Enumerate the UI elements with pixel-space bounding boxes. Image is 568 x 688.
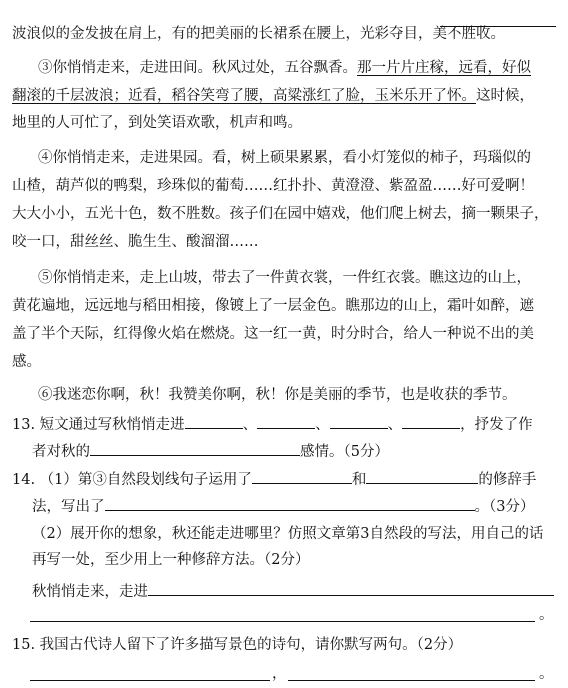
p4-line-1 [38,146,556,170]
q14-prompt: 。（3分） [474,499,535,515]
q13-prompt: ，抒发了作 [460,417,533,433]
q13-line-2 [32,440,556,464]
q14-line-2 [32,495,556,519]
q13-sep: 、 [387,417,403,433]
p3-text: ③你悄悄走来，走进田间。秋风过处，五谷飘香。 [38,60,357,76]
p3-line-2 [12,84,556,108]
q14-blank-2[interactable] [366,468,478,484]
p5-text: ⑤你悄悄走来，走上山坡，带去了一件黄衣裳，一件红衣裳。瞧这边的山上， [38,270,531,286]
q13-blank-4[interactable] [402,413,460,429]
q13-sep: 、 [315,417,330,433]
q15-prompt: 15. 我国古代诗人留下了许多描写景色的诗句，请你默写两句。（2分） [12,637,463,653]
p4-line-2 [12,174,556,198]
q14-answer-blank-2[interactable] [30,621,535,622]
p3-underlined-sentence: 那一片片庄稼，远看，好似 [357,60,531,76]
q14-blank-1[interactable] [252,468,352,484]
p5-line-4 [12,350,556,374]
q14-end-mark [539,603,554,627]
q14-blank-3[interactable] [105,495,475,511]
p5-line-1 [38,266,556,290]
q14-prompt: 法，写出了 [32,499,105,515]
p3-underlined-sentence: 翻滚的千层波浪；近看，稻谷笑弯了腰，高粱涨红了脸，玉米乐开了怀。 [12,88,476,104]
q15-period: 。 [539,666,554,682]
p4-text: 咬一口，甜丝丝、脆生生、酸溜溜…… [12,234,259,250]
p5-text: 盖了半个天际，红得像火焰在燃烧。这一红一黄，时分时合，给人一种说不出的美 [12,326,534,342]
q14-line-5 [32,580,556,604]
p3-text: 地里的人可忙了，到处笑语欢歌，机声和鸣。 [12,115,302,131]
q14-sub-prompt: 再写一处，至少用上一种修辞方法。（2分） [32,552,310,568]
q14-line-3 [32,522,556,546]
p3-text: 这时候， [476,88,534,104]
q14-answer-blank-1[interactable] [148,580,554,596]
q14-answer-start: 秋悄悄走来，走进 [32,584,148,600]
q13-line-1 [12,413,556,437]
q14-prompt: 14. （1）第③自然段划线句子运用了 [12,472,252,488]
q14-prompt: 的修辞手 [478,472,537,488]
q13-sep: 、 [242,417,258,433]
p4-line-3 [12,202,556,226]
p5-line-3 [12,322,556,346]
q15-comma: ， [272,666,287,682]
p6-text: ⑥我迷恋你啊，秋！我赞美你啊，秋！你是美丽的季节，也是收获的季节。 [38,387,517,403]
q14-period: 。 [539,607,554,623]
q14-line-4 [32,548,556,572]
p5-text: 感。 [12,354,41,370]
p2-tail [12,22,556,46]
q13-blank-5[interactable] [90,440,300,456]
q13-blank-3[interactable] [330,413,388,429]
q13-prompt: 感情。（5分） [300,444,389,460]
p3-line-1 [38,56,556,80]
q14-line-1 [12,468,556,492]
p5-line-2 [12,294,556,318]
q14-and: 和 [351,472,367,488]
p4-text: 大大小小，五光十色，数不胜数。孩子们在园中嬉戏，他们爬上树去，摘一颗果子， [12,206,549,222]
q13-blank-2[interactable] [257,413,315,429]
p4-text: ④你悄悄走来，走进果园。看，树上硕果累累，看小灯笼似的柿子，玛瑙似的 [38,150,531,166]
p6-line [38,383,556,407]
p3-line-3 [12,111,556,135]
q15-blank-1[interactable] [30,680,270,681]
p4-line-4 [12,230,556,254]
q13-prompt: 者对秋的 [32,444,90,460]
q13-blank-1[interactable] [185,413,243,429]
q15-line-1 [12,633,556,657]
p5-text: 黄花遍地，远远地与稻田相接，像镀上了一层金色。瞧那边的山上，霜叶如醉，遮 [12,298,534,314]
q15-comma-mark [272,662,287,686]
q14-sub-prompt: （2）展开你的想象，秋还能走进哪里？仿照文章第3自然段的写法，用自己的话 [32,526,544,542]
p4-text: 山楂，葫芦似的鸭梨，珍珠似的葡萄……红扑扑、黄澄澄、紫盈盈……好可爱啊！ [12,178,534,194]
q13-prompt: 13. 短文通过写秋悄悄走进 [12,417,185,433]
q15-end-mark [539,662,554,686]
q15-blank-2[interactable] [288,680,535,681]
p2-tail-text: 波浪似的金发披在肩上，有的把美丽的长裙系在腰上，光彩夺目，美不胜收。 [12,26,505,42]
